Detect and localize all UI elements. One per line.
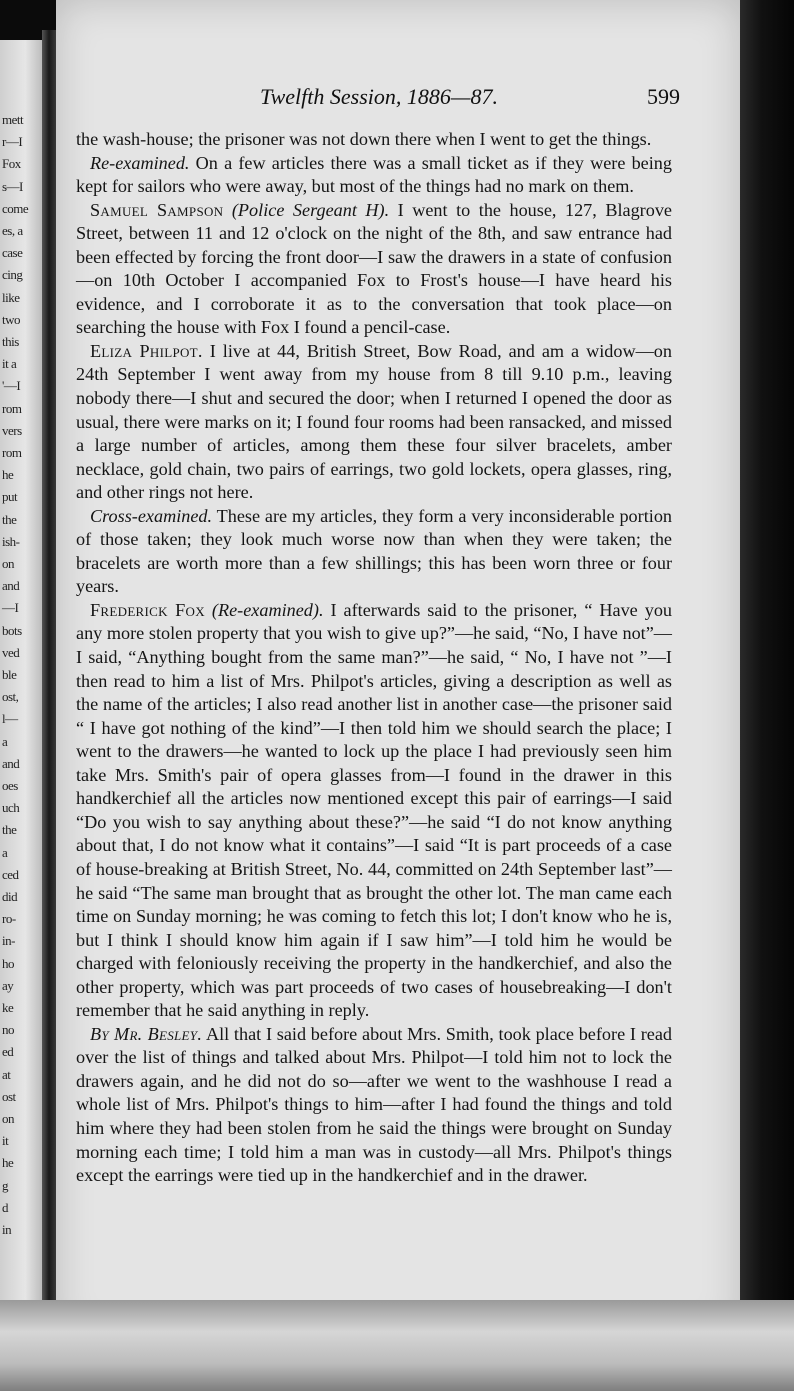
facing-page-fragment: on [2, 556, 14, 571]
facing-page-fragment: s—I [2, 178, 23, 194]
facing-page-fragment: ay [2, 977, 14, 993]
paragraph [76, 128, 672, 152]
paragraph-text: the wash-house; the prisoner was not down there when I went to get the things. [76, 129, 652, 149]
facing-page-fragment: rom [2, 400, 22, 416]
running-header [200, 84, 680, 120]
facing-page-fragment: a [2, 733, 8, 749]
book-gutter [42, 30, 56, 1340]
facing-page-fragment: like [2, 289, 20, 305]
facing-page-fragment: at [2, 1066, 11, 1082]
paragraph [76, 505, 672, 599]
page-edge-bottom [0, 1300, 794, 1391]
facing-page-fragment: and [2, 755, 20, 771]
paragraph-text: I live at 44, British Street, Bow Road, and am a widow—on 24th September I went away from my house from 8 till 9.10 p.m., leaving nobody there—I shut and secured the door; when I returned I opened the door as usual, there were marks on it; I found four rooms had been ransacked, and missed a large number of articles, among them these four silver bracelets, amber necklace, gold chain, two pairs of earrings, two gold lockets, opera glasses, ring, and other rings not here. [76, 340, 672, 503]
facing-page-fragment: g [2, 1177, 8, 1193]
speaker-label: Cross-examined. [90, 505, 213, 526]
facing-page-fragment: did [2, 889, 18, 904]
facing-page-fragment: two [2, 311, 20, 327]
speaker-role: (Re-examined). [211, 599, 324, 620]
facing-page-edge [0, 40, 42, 1330]
page-number: 599 [647, 84, 680, 109]
facing-page-fragment: —I [2, 600, 19, 616]
paragraph [76, 199, 672, 340]
facing-page-fragment: case [2, 245, 23, 261]
facing-page-fragment: no [2, 1022, 14, 1038]
facing-page-fragment: and [2, 578, 20, 594]
facing-page-fragment: ost [2, 1088, 16, 1104]
facing-page-fragment: oes [2, 778, 18, 793]
facing-page-fragment: ble [2, 667, 17, 682]
facing-page-fragment: cing [2, 267, 23, 283]
speaker-label: Eliza Philpot. [90, 340, 203, 361]
body-text [76, 128, 672, 1188]
paragraph [76, 340, 672, 505]
facing-page-fragment: Fox [2, 156, 21, 172]
facing-page-fragment: ved [2, 644, 20, 660]
speaker-label: Frederick Fox [90, 599, 205, 620]
speaker-role: (Police Sergeant H). [231, 199, 390, 220]
facing-page-fragment: put [2, 489, 18, 505]
facing-page-fragment: he [2, 1155, 14, 1171]
paragraph-text: I afterwards said to the prisoner, “ Have you any more stolen property that you wish to give up?”—he said, “No, I have not”—I said, “Anything bought from the same man?”—he said, “ No, I have not ”—I then read to him a list of Mrs. Philpot's articles, giving a description as well as the name of the articles; I also read another list in another case—the prisoner said “ I have got nothing of the kind”—I then told him we should search the place; I went to the drawers—he wanted to lock up the place I had previously seen him take Mrs. Smith's pair of opera glasses from—I found in the drawer in this handkerchief all the articles now mentioned except this pair of earrings—I said “Do you wish to say anything about these?”—he said “I do not know anything about that, I do not know what it contains”—I said “It is part proceeds of a case of house-breaking at British Street, No. 44, committed on 24th September last”—he said “The same man brought that as brought the other lot. The man came each time on Sunday morning; he was coming to fetch this lot; I don't know who he is, but I think I should know him again if I saw him”—I told him he would be charged with feloniously receiving the property in the handkerchief, and also the other property, which was part proceeds of two cases of housebreaking—I don't remember that he said anything in reply. [76, 599, 673, 1021]
paragraph-text: All that I said before about Mrs. Smith, took place before I read over the list of things and talked about Mrs. Philpot—I told him not to lock the drawers again, and he did not do so—after we went to the washhouse I read a whole list of Mrs. Philpot's things to him—after I had found the things and told him where they had been stolen from he said the things were brought on Sunday morning each time; I told him a man was in custody—all Mrs. Philpot's things except the earrings were tied up in the handkerchief and in the drawer. [76, 1023, 673, 1186]
facing-page-fragment: ke [2, 1000, 14, 1015]
facing-page-fragment: in [2, 1222, 12, 1237]
facing-page-fragment: ho [2, 955, 14, 971]
paragraph-text: On a few articles there was a small ticket as if they were being kept for sailors who were away, but most of the things had no mark on them. [76, 152, 672, 197]
facing-page-fragment: come [2, 200, 29, 216]
paragraph [76, 152, 672, 199]
facing-page-fragment: ro- [2, 911, 16, 927]
speaker-label: By Mr. Besley. [90, 1023, 203, 1044]
facing-page-fragment: ed [2, 1044, 14, 1060]
facing-page-fragment: ost, [2, 689, 19, 705]
paragraph-text: I went to the house, 127, Blagrove Street, between 11 and 12 o'clock on the night of the 8th, and saw entrance had been effected by forcing the front door—I saw the drawers in a state of confusion—on 10th October I accompanied Fox to Frost's house—I have heard his evidence, and I corroborate it as to the conversation that took place—on searching the house with Fox I found a pencil-case. [76, 199, 672, 338]
facing-page-fragment: bots [2, 622, 22, 638]
facing-page-fragment: es, a [2, 223, 23, 238]
paragraph [76, 1023, 672, 1188]
facing-page-fragment: d [2, 1199, 8, 1215]
speaker-label: Re-examined. [90, 152, 190, 173]
facing-page-fragment: ced [2, 866, 19, 882]
paragraph-text: These are my articles, they form a very inconsiderable portion of those taken; they look much worse now than when they were taken; the bracelets are worth more than a few shillings; this has been worn three or four years. [76, 505, 673, 597]
speaker-label: Samuel Sampson [90, 199, 224, 220]
running-title: Twelfth Session, 1886—87. [260, 84, 498, 109]
facing-page-fragment: it [2, 1133, 9, 1149]
paragraph [76, 599, 672, 1023]
facing-page-fragment: he [2, 467, 14, 483]
facing-page-fragment: the [2, 511, 17, 527]
facing-page-fragment: a [2, 844, 8, 860]
facing-page-fragment: r—I [2, 134, 23, 150]
facing-page-fragment: l— [2, 711, 18, 727]
facing-page-fragment: mett [2, 112, 24, 127]
page-edge-right [740, 0, 794, 1391]
facing-page-fragment: uch [2, 800, 20, 816]
facing-page-fragment: ish- [2, 533, 20, 549]
facing-page-fragment: on [2, 1111, 14, 1126]
facing-page-fragment: in- [2, 933, 15, 949]
facing-page-fragment: this [2, 334, 19, 349]
facing-page-fragment: the [2, 822, 17, 838]
facing-page-fragment: '—I [2, 378, 21, 394]
facing-page-fragment: it a [2, 356, 17, 372]
facing-page-fragment: vers [2, 422, 22, 438]
facing-page-fragment: rom [2, 445, 22, 460]
